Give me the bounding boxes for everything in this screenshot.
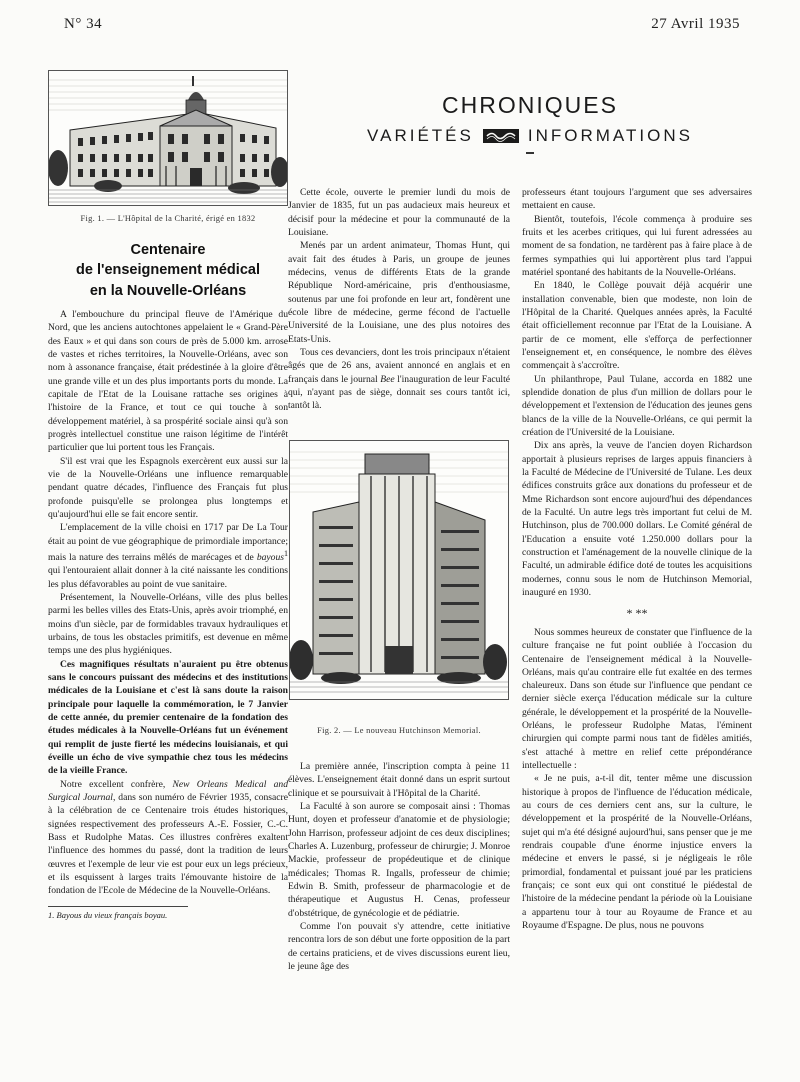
- paragraph: Présentement, la Nouvelle-Orléans, ville des plus belles parmi les belles villes des Etats-Unis, après avoir triomphé, en moins d'un siècle, par de formidables travaux hydrauliques et urbains, de tous les obstacles primitifs, est devenue en même temps une des plus hygiéniques.: [48, 592, 288, 657]
- paragraph: Cette école, ouverte le premier lundi du mois de Janvier de 1835, fut un pas audacieux mais heureux et décisif pour la médecine et pour la communauté de la Louisiane.: [288, 187, 510, 238]
- figure-1-caption: Fig. 1. — L'Hôpital de la Charité, érigé en 1832: [80, 214, 256, 223]
- paragraph: Dix ans après, la veuve de l'ancien doyen Richardson apportait à plusieurs reprises de larges appuis financiers à la Faculté de Médecine de l'Université de Tulane. Les deux édifices construits grâce aux donations du professeur et de Mme Richardson sont encore aujourd'hui des dépendances de la Faculté. Un autre legs très important fut celui de M. Hutchinson, plus de 700.000 dollars. Le Comité général de l'Education a ensuite voté 1.250.000 dollars pour la construction et l'aménagement de la nouvelle clinique de la Faculté, un admirable édifice doté de toutes les acquisitions modernes, connu sous le nom de Hutchinson Memorial, inauguré en 1930.: [522, 440, 752, 598]
- article-title-line: en la Nouvelle-Orléans: [89, 282, 247, 299]
- issue-number: N° 34: [64, 16, 103, 32]
- hutchinson-memorial-illustration: [289, 440, 509, 700]
- figure-2-hutchinson-memorial: [289, 440, 509, 700]
- paragraph: Un philanthrope, Paul Tulane, accorda en 1882 une splendide donation de plus d'un million de dollars pour le développement et l'extension de l'éducation des jeunes gens blancs de la ville de la Nouvelle-Orléans, ce qui permit la création de l'Université de la Louisiane.: [522, 373, 752, 438]
- paragraph: Nous sommes heureux de constater que l'influence de la culture française ne fut point oubliée à l'occasion du Centenaire de l'enseignement médical à la Nouvelle-Orléans, mais qu'au contraire elle fut exaltée en des termes chaleureux. Dans son étude sur l'influence que pendant ce dernier siècle exerça l'éducation médicale sur la culture générale, le développement et la prospérité de la Nouvelle-Orléans, le professeur Rudolphe Matas, l'éminent chirurgien qui compte parmi nous tant de fidèles amitiés, s'est attaché à mettre en relief cette prépondérance intellectuelle :: [522, 626, 752, 772]
- column-2-bottom: [288, 760, 510, 1060]
- column-3: [522, 186, 752, 1060]
- paragraph: Comme l'on pouvait s'y attendre, cette initiative rencontra lors de son début une forte opposition de la part de certains praticiens, et de vives discussions eurent lieu, le jeune âge des: [288, 920, 510, 972]
- column-2-top: [288, 186, 510, 431]
- paragraph: Tous ces devanciers, dont les trois principaux n'étaient âgés que de 26 ans, avaient annoncé en anglais et en français dans le journal Bee l'inauguration de leur Faculté qui, n'ayant pas de siège, donnait ses cours tantôt ici, tantôt là.: [288, 346, 510, 412]
- paragraph: A l'embouchure du principal fleuve de l'Amérique du Nord, que les anciens autochtones appelaient le « Grand-Père des Eaux » et qui dans son cours de près de 5.000 km. arrose de vastes et riches territoires, la Nouvelle-Orléans, avec son nom à assonance française, était prédestinée à la gloire d'être une grande ville et un des plus importants ports du monde. La capitale de l'Etat de la Louisane rattache ses origines à l'histoire de la France, et tout ce qui touche à son développement matériel, à sa prospérité sociale ainsi qu'à son progrès intellectuel constitue une raison légitime de l'intérêt particulier que lui portent tous les Français.: [48, 309, 288, 454]
- article-title: [48, 240, 288, 301]
- article-title-line: de l'enseignement médical: [76, 262, 260, 279]
- figure-1-charity-hospital: [48, 70, 288, 206]
- paragraph: Menés par un ardent animateur, Thomas Hunt, qui avait fait des études à Paris, un groupe de jeunes médecins, venus de différents Etats de la grande République Nord-américaine, pris d'enthousiasme, soutenus par une foi profonde en leur art, fondèrent une école libre de médecine, germe fécond de l'actuelle Université de la Louisiane, une des plus notoires des Etats-Unis.: [288, 240, 510, 345]
- paragraph: L'emplacement de la ville choisi en 1717 par De La Tour était au point de vue géographique de primordiale importance; mais la nature des terrains mêlés de marécages et de bayous$^1$ qui l'entouraient allait donner à la cité naissante les conditions les plus défavorables au point de vue sanitaire.: [48, 522, 288, 590]
- issue-date: 27 Avril 1935: [651, 16, 740, 32]
- section-separator: * **: [626, 606, 648, 621]
- masthead-right-word: INFORMATIONS: [527, 126, 693, 145]
- footnote: 1. Bayous du vieux français boyau.: [48, 909, 168, 920]
- italic-term: bayous: [256, 552, 284, 564]
- paragraph: La Faculté à son aurore se composait ainsi : Thomas Hunt, doyen et professeur d'anatomie et de physiologie; John Harrison, professeur adjoint de ces deux disciplines; Charles A. Luzenburg, professeur de chirurgie; J. Monroe Mackie, professeur de propédeutique et de clinique médicales; Thomas R. Ingalls, professeur de chimie; Edwin B. Smith, professeur de pharmacologie et de thérapeutique et Augustus H. Cenas, professeur d'obstétrique, de gynécologie et de pédiatrie.: [288, 800, 510, 919]
- journal-title: New Orleans Medical and Surgical Journal: [48, 778, 288, 803]
- paragraph: Bientôt, toutefois, l'école commença à produire ses fruits et les acerbes critiques, qui lui furent adressées au moment de sa fondation, ne tardèrent pas à faire place à de fermes sympathies qui lui apportèrent plus tard l'appui matériel spontané des habitants de la Nouvelle-Orléans.: [522, 213, 752, 278]
- journal-title: Bee: [380, 373, 395, 385]
- article-title-line: Centenaire: [130, 242, 206, 258]
- footnote-ref: 1: [284, 548, 288, 558]
- figure-2-caption: Fig. 2. — Le nouveau Hutchinson Memorial.: [317, 726, 481, 735]
- column-1: [48, 308, 288, 1060]
- paragraph-emphasis: Ces magnifiques résultats n'auraient pu être obtenus sans le concours puissant des médecins et des institutions médicales de la Louisiane et c'est là sans doute la raison principale pour laquelle la commémoration, le 7 Janvier de cette année, du premier centenaire de la fondation des études médicales à la Nouvelle-Orléans fut un événement qui remplit de juste fierté les médecins louisianais, et qui éveille un écho de vive sympathie chez tous les médecins de la vieille France.: [48, 658, 288, 777]
- paragraph: « Je ne puis, a-t-il dit, tenter même une discussion historique à propos de l'influence de l'éducation médicale, au cours de ces derniers cent ans, sur la culture, le développement et la prospérité de la Nouvelle-Orléans, sujet qui m'a été désigné aujourd'hui, sans penser que je me rendrais coupable d'une énorme injustice envers la médecine et envers le passé, si je négligeais le rôle primordial, fondamental et puissant joué par les praticiens français; ce sont eux qui ont constitué le piédestal de l'histoire de la médecine pendant la période où la Louisiane a appartenu tour à tour au Royaume de France et au Royaume d'Espagne. De plus, nous ne pouvons: [522, 773, 752, 932]
- paragraph: professeurs étant toujours l'argument que ses adversaires mettaient en cause.: [522, 187, 752, 212]
- charity-hospital-illustration: [48, 70, 288, 206]
- masthead-dash: [526, 152, 534, 154]
- ornament-icon: [482, 127, 520, 145]
- paragraph: La première année, l'inscription compta à peine 11 élèves. L'enseignement était donné dans un esprit surtout clinique et se poursuivait à l'Hôpital de la Charité.: [288, 761, 510, 799]
- paragraph: Notre excellent confrère, New Orleans Medical and Surgical Journal, dans son numéro de Février 1935, consacre à la célébration de ce Centenaire trois études historiques, signées respectivement des professeurs A.-E. Fossier, C.-C. Bass et Rudolphe Matas. Ces illustres confrères exaltent l'influence des hommes du passé, dont la tradition de leurs œuvres et l'exemple de leur vie est pour eux un legs précieux, et ils esquissent à larges traits l'émouvante histoire de la fondation de l'Ecole de Médecine de la Nouvelle-Orléans.: [48, 778, 288, 897]
- masthead-left-word: VARIÉTÉS: [367, 126, 474, 145]
- masthead-title: CHRONIQUES: [442, 92, 618, 118]
- paragraph: S'il est vrai que les Espagnols exercèrent eux aussi sur la vie de la Nouvelle-Orléans une influence remarquable pendant quatre décades, l'influence des Français fut plus profonde puisqu'elle se prolongea plus longtemps et qu'aujourd'hui elle se fait encore sentir.: [48, 455, 288, 520]
- masthead-subtitle: [340, 126, 720, 146]
- paragraph: En 1840, le Collège pouvait déjà acquérir une installation convenable, bien que modeste, non loin de l'Hôpital de la Charité. Quelques années après, la Faculté était officiellement reconnue par l'Etat de la Louisiane. A partir de ce moment, elle s'efforça de perfectionner l'enseignement et, en conséquence, le nombre des élèves commençait à s'accroître.: [522, 280, 752, 372]
